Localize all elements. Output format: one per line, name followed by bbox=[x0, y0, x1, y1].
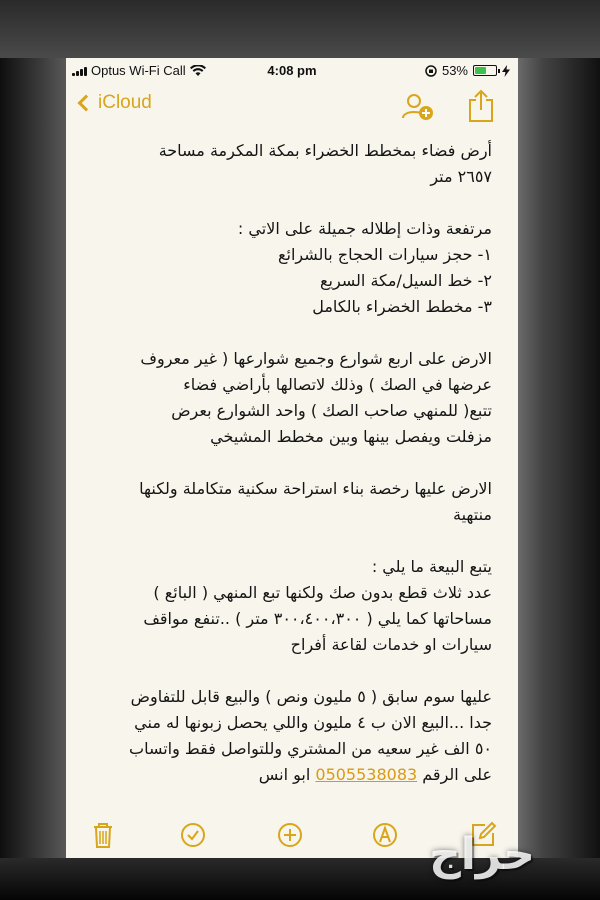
orientation-lock-icon bbox=[425, 65, 437, 77]
status-right bbox=[425, 63, 510, 78]
note-line: مزفلت ويفصل بينها وبين مخطط المشيخي bbox=[210, 427, 492, 446]
note-line: عليها سوم سابق ( ٥ مليون ونص ) والبيع قابل للتفاوض bbox=[130, 687, 492, 706]
battery-fill bbox=[475, 67, 486, 74]
note-line: ٢٦٥٧ متر bbox=[430, 167, 492, 186]
contact-prefix: على الرقم bbox=[422, 765, 492, 784]
background-right bbox=[518, 0, 600, 900]
add-button[interactable] bbox=[275, 820, 305, 850]
phone-number-link[interactable]: 0505538083 bbox=[315, 765, 418, 784]
note-blank-line bbox=[96, 190, 492, 216]
note-line: ٢- خط السيل/مكة السريع bbox=[319, 271, 492, 290]
back-button[interactable] bbox=[80, 92, 152, 114]
phone-screen bbox=[66, 58, 518, 858]
checklist-icon bbox=[178, 820, 208, 850]
charging-icon bbox=[502, 65, 510, 77]
note-line: منتهية bbox=[452, 505, 492, 524]
note-blank-line bbox=[96, 450, 492, 476]
share-icon bbox=[466, 88, 496, 124]
note-body[interactable] bbox=[96, 138, 492, 798]
carrier-label: Optus Wi-Fi Call bbox=[91, 63, 186, 78]
back-label: iCloud bbox=[98, 92, 152, 113]
note-blank-line bbox=[96, 528, 492, 554]
note-line: سيارات او خدمات لقاعة أفراح bbox=[290, 635, 492, 654]
battery-icon bbox=[473, 65, 497, 76]
note-line: جدا ...البيع الان ب ٤ مليون واللي يحصل زبونها له مني bbox=[134, 713, 492, 732]
note-blank-line bbox=[96, 320, 492, 346]
note-line: الارض على اربع شوارع وجميع شوارعها ( غير معروف bbox=[140, 349, 492, 368]
note-line: عرضها في الصك ) وذلك لاتصالها بأراضي فضاء bbox=[183, 375, 492, 394]
note-contact-line bbox=[96, 762, 492, 788]
note-line: أرض فضاء بمخطط الخضراء بمكة المكرمة مساحة bbox=[158, 141, 492, 160]
note-line: الارض عليها رخصة بناء استراحة سكنية متكاملة ولكنها bbox=[139, 479, 492, 498]
trash-icon bbox=[88, 820, 118, 850]
note-line: عدد ثلاث قطع بدون صك ولكنها تبع المنهي ( البائع ) bbox=[153, 583, 492, 602]
nav-bar bbox=[66, 84, 518, 128]
note-line: تتبع( للمنهي صاحب الصك ) واحد الشوارع بعرض bbox=[171, 401, 492, 420]
share-button[interactable] bbox=[466, 88, 496, 124]
note-line: يتبع البيعة ما يلي : bbox=[371, 557, 492, 576]
note-line: ٥٠ الف غير سعيه من المشتري وللتواصل فقط واتساب bbox=[129, 739, 492, 758]
note-line: مرتفعة وذات إطلاله جميلة على الاتي : bbox=[237, 219, 492, 238]
status-time: 4:08 pm bbox=[267, 63, 317, 78]
contact-name: ابو انس bbox=[258, 765, 311, 784]
add-people-button[interactable] bbox=[400, 90, 436, 124]
note-line: مساحاتها كما يلي ( ٣٠٠،٤٠٠،٣٠٠ متر ) ..تنفع مواقف bbox=[143, 609, 492, 628]
note-line: ٣- مخطط الخضراء بالكامل bbox=[312, 297, 492, 316]
delete-button[interactable] bbox=[88, 820, 118, 850]
checklist-button[interactable] bbox=[178, 820, 208, 850]
note-line: ١- حجز سيارات الحجاج بالشرائع bbox=[278, 245, 492, 264]
battery-percent: 53% bbox=[441, 63, 468, 78]
status-bar bbox=[66, 58, 518, 82]
add-icon bbox=[275, 820, 305, 850]
chevron-left-icon bbox=[78, 95, 95, 112]
note-blank-line bbox=[96, 658, 492, 684]
add-people-icon bbox=[400, 90, 436, 124]
haraj-watermark: حراج bbox=[429, 829, 535, 880]
background-top bbox=[0, 0, 600, 58]
background-left bbox=[0, 0, 66, 900]
